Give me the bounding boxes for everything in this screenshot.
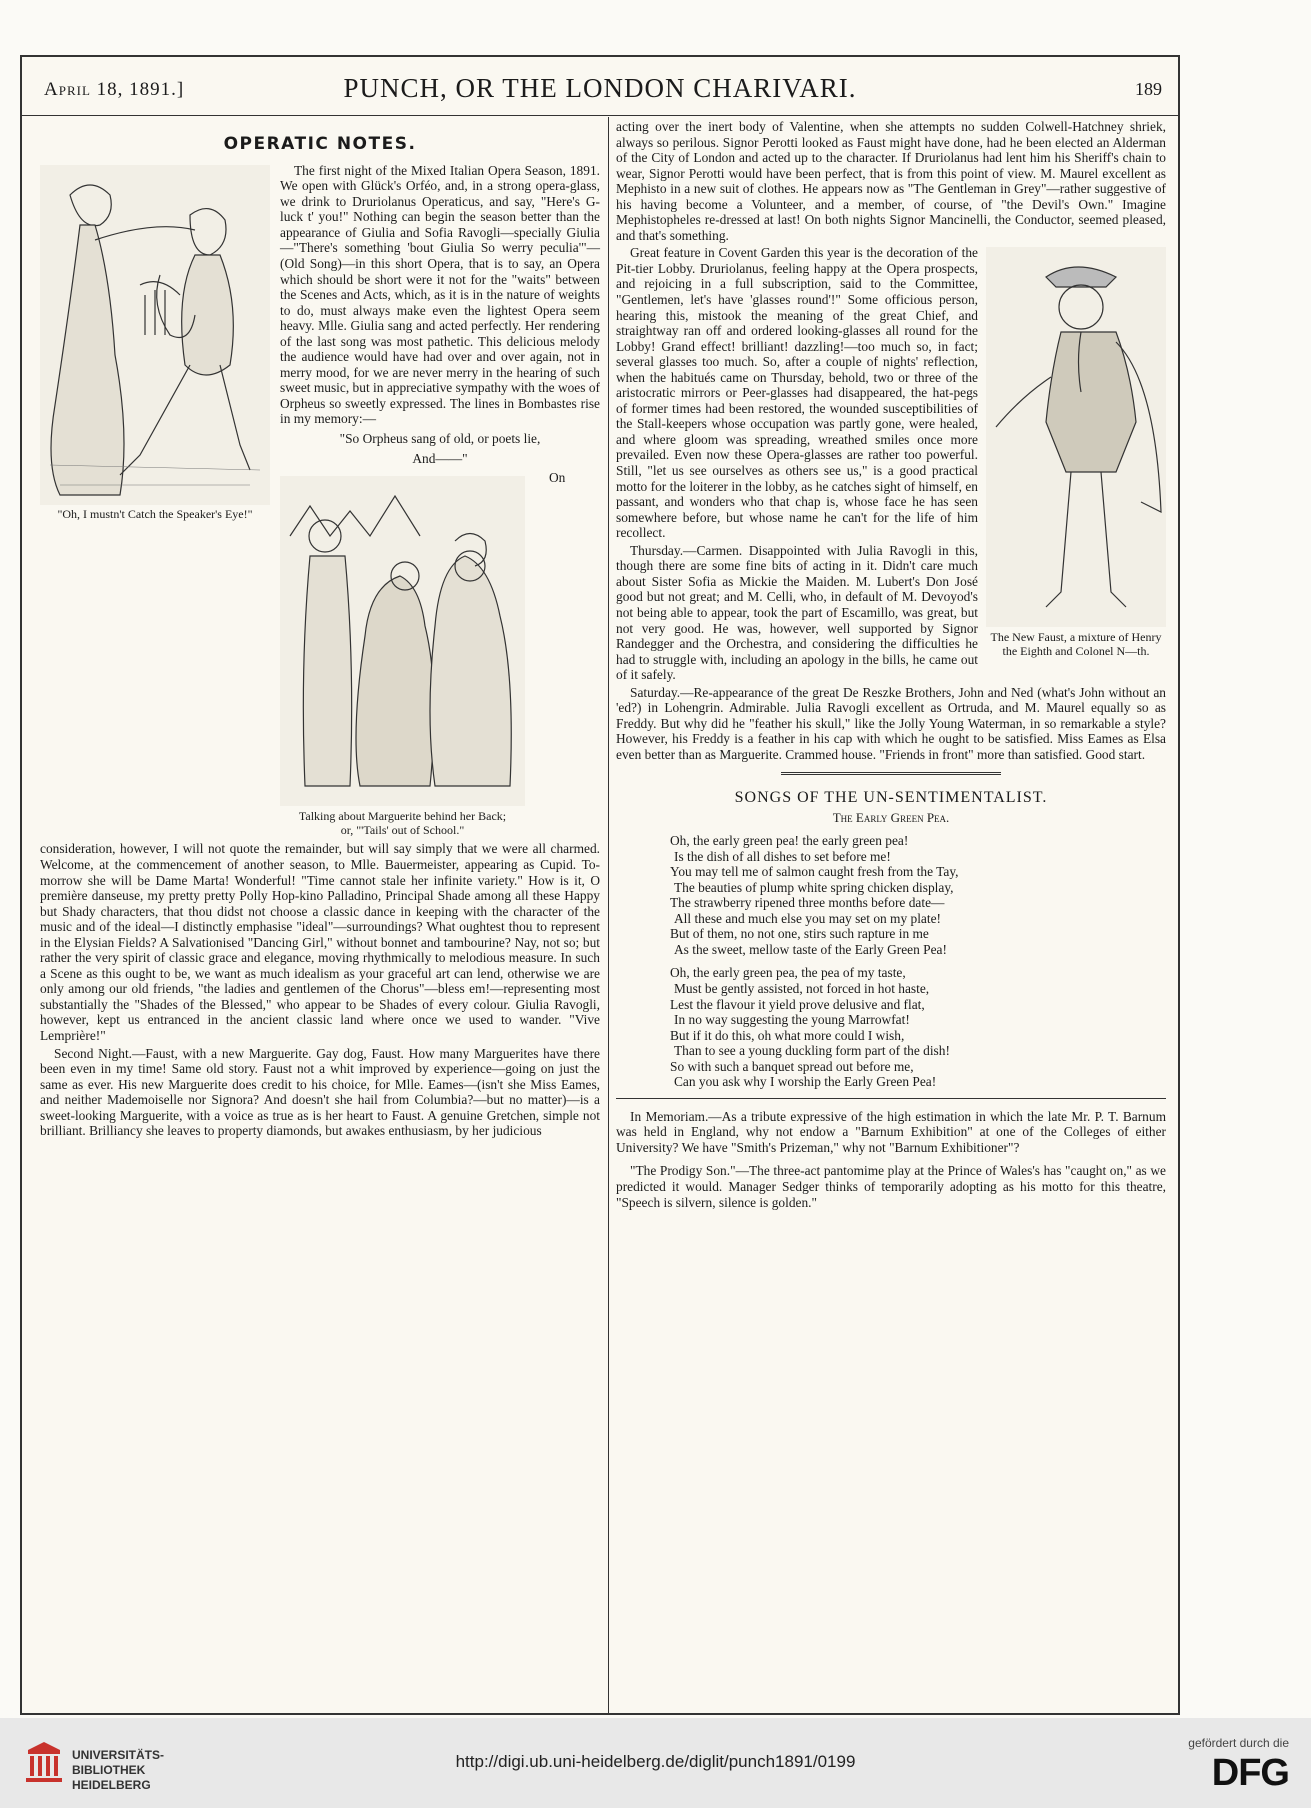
article-paragraph: "The Prodigy Son."—The three-act pantomime play at the Prince of Wales's has "caught on," as we predicted it would. Manager Sedger thinks of temporarily adopting as his motto for this theatre, "Speech is silvern, silence is golden." [616, 1163, 1166, 1210]
verse-line: Oh, the early green pea! the early green pea! [670, 833, 909, 849]
verse-line: Must be gently assisted, not forced in hot haste, [674, 980, 930, 996]
marguerite-illustration [280, 476, 525, 837]
article-paragraph: On consideration, however, I will not quote the remainder, but will say simply that we were all charmed. Welcome, at the commencement of another season, to Mlle. Bauermeister, appearing as Cupid. To-morrow she will be Dame Marta! Wonderful! "Time cannot stale her infinite variety." How is it, O première danseuse, my pretty pretty Polly Hop-kino Palladino, Principal Shade among all these Happy but Shady characters, that thou didst not choose a classic dance in keeping with the character of the music and of the ideal—I distinctly emphasise "ideal"—surroundings? What oughtest thou to represent in the Elysian Fields? A Salvationised "Dancing Girl," without bonnet and tambourine? Nay, not so; but rather the very spirit of classic grace and elegance, moving rhythmically to melodious measure. In such a Scene as this ought to be, we want as much idealism as your graceful art can lend, otherwise we are only among our old friends, "the ladies and gentlemen of the Chorus"—bless em!—representing most substantially the "Shades of the Blessed," who appear to be Shades of every colour. Giulia Ravogli, however, kept us entranced in the ancient classic land where once we used to wander. "Vive Lemprière!" [40, 470, 600, 1044]
issue-date: April 18, 1891.] [44, 79, 185, 100]
section-rule [781, 772, 1001, 775]
article-paragraph: In Memoriam.—As a tribute expressive of the high estimation in which the late Mr. P. T. Barnum was held in England, why not endow a "Barnum Exhibition" at one of the Colleges of either University? We have "Smith's Prizeman," why not "Barnum Exhibitioner"? [616, 1108, 1166, 1155]
illustration-caption: The New Faust, a mixture of Henry the Eighth and Colonel N—th. [990, 629, 1162, 658]
page-number: 189 [1135, 79, 1162, 99]
verse-line: In no way suggesting the young Marrowfat! [674, 1012, 910, 1028]
gossip-engraving-icon [280, 476, 525, 806]
illustration-caption: "Oh, I mustn't Catch the Speaker's Eye!" [57, 507, 253, 522]
article-paragraph: Second Night.—Faust, with a new Marguerite. Gay dog, Faust. How many Marguerites have there been even in my time! Same old story. Faust not a whit improved by experience—going on just the same as ever. His new Marguerite does credit to his choice, for Mlle. Eames—(isn't she Miss Eames, and neither Mademoiselle nor Signora? And doesn't she hail from Columbia?—but no matter)—is a sweet-looking Marguerite, with a voice as true as is her heart to Faust. A genuine Gretchen, simple not brilliant. Brilliancy she leaves to property diamonds, but awakes enthusiasm, by her judicious [40, 1045, 600, 1139]
verse-line: Can you ask why I worship the Early Green Pea! [674, 1074, 937, 1090]
article-paragraph: Thursday.—Carmen. Disappointed with Julia Ravogli in this, though there are some fine bits of acting in it. Didn't care much about Sister Sofia as Mickie the Maiden. M. Lubert's Don José good but not great; and M. Celli, who, in default of M. Devoyod's not being able to appear, took the part of Escamillo, was great, but not very good. He was, however, well supported by Signor Randegger and the Orchestra, and considering the difficulties he had to struggle with, including an apology in the bills, he came out of it safely. [616, 542, 978, 683]
section-title: OPERATIC NOTES. [223, 134, 417, 154]
verse-line: But of them, no not one, stirs such rapture in me [670, 926, 929, 942]
verse-line: You may tell me of salmon caught fresh from the Tay, [670, 864, 959, 880]
verse-line: The beauties of plump white spring chicken display, [674, 879, 954, 895]
column-divider [608, 117, 609, 1713]
library-name-line: UNIVERSITÄTS- [72, 1748, 165, 1762]
orpheus-illustration [40, 165, 270, 522]
dfg-logo: DFG [1211, 1752, 1289, 1794]
verse-line: Oh, the early green pea, the pea of my taste, [670, 965, 906, 981]
illustration-caption: Talking about Marguerite behind her Back; [298, 808, 507, 823]
verse-line: Is the dish of all dishes to set before me! [674, 848, 891, 864]
digitization-footer [0, 1718, 1311, 1808]
song-title: SONGS OF THE UN-SENTIMENTALIST. [734, 789, 1048, 807]
masthead-title: PUNCH, OR THE LONDON CHARIVARI. [343, 73, 857, 103]
library-name-line: HEIDELBERG [72, 1778, 151, 1792]
illustration-caption: or, "'Tails' out of School." [340, 822, 465, 837]
verse-line: The strawberry ripened three months before date— [670, 895, 945, 911]
song-subtitle: The Early Green Pea. [832, 809, 950, 825]
section-rule [616, 1098, 1166, 1099]
article-paragraph: The first night of the Mixed Italian Opera Season, 1891. We open with Glück's Orféo, and, in a strong opera-glass, we drink to Druriolanus Operaticus, and say, "Here's G-luck t' you!" Nothing can begin the season better than the appearance of Giulia and Sofia Ravogli—specially Giulia—"There's something 'bout Giulia So werry peculia'"—(Old Song)—in this short Opera, that is to say, an Opera which should be short were it not for the "waits" between the Scenes and Acts, which, as it is in the nature of weights to do, must always make even the lightest Opera seem heavy. Mlle. Giulia sang and acted perfectly. Her rendering of the last song was most pathetic. This delicious melody the audience would have had over and over again, not in merry mood, for we are never merry in the hearing of such sweet music, but in appreciative sympathy with the woes of Orpheus so sweetly expressed. The lines in Bombastes rise in my memory:— [280, 162, 600, 427]
song-stanza [670, 833, 1166, 957]
article-paragraph: acting over the inert body of Valentine, when she attempts no sudden Colwell-Hatchney shriek, always so perilous. Signor Perotti looked as Faust might have done, had he been elected an Alderman of the City of London and acted up to the character. If Druriolanus had lent him his Sheriff's chain to wear, Signor Perotti would have been perfect, that is from this point of view. M. Maurel excellent as Mephisto in a new suit of clothes. He appears now as "The Gentleman in Grey"—rather suggestive of his having become a Volunteer, and a member, of course, of "the Devil's Own." Imagine Mephistopheles re-dressed at last! On both nights Signor Mancinelli, the Conductor, seemed pleased, and that's something. [616, 119, 1166, 243]
verse-line: Than to see a young duckling form part of the dish! [674, 1043, 950, 1059]
verse-quote-line: And——" [412, 450, 468, 466]
right-column [616, 119, 1166, 1212]
song-stanza [670, 965, 1166, 1089]
verse-line: So with such a banquet spread out before me, [670, 1058, 914, 1074]
library-name-line: BIBLIOTHEK [72, 1763, 146, 1777]
verse-line: As the sweet, mellow taste of the Early Green Pea! [674, 941, 947, 957]
verse-quote-line: "So Orpheus sang of old, or poets lie, [339, 431, 541, 447]
source-url-link[interactable]: http://digi.ub.uni-heidelberg.de/diglit/punch1891/0199 [455, 1752, 856, 1771]
article-paragraph: Great feature in Covent Garden this year is the decoration of the Pit-tier Lobby. Druriolanus, feeling happy at the Opera prospects, and rejoicing in a full subscription, said to the Committee, "Gentlemen, let's have 'glasses round'!" Some officious person, hearing this, mistook the meaning of the great Chief, and straightway ran off and ordered looking-glasses all round for the Lobby! Grand effect! brilliant! dazzling!—too much so, in fact; several glasses too much. So, after a couple of nights' reflection, when the habitués came on Thursday, behold, two or three of the aristocratic mirrors or Peer-glasses had disappeared, the hat-pegs of former times had been restored, the wounded susceptibilities of the Stall-keepers whose occupation was partly gone, were healed, and where gloom was spreading, wreathed smiles once more prevailed. Even now these Opera-glasses are rather too powerful. Still, "let us see ourselves as others see us," is a good practical motto for the loiterer in the lobby, as he catches sight of himself, en passant, and wonders who that chap is, whose face he has seen somewhere before, but whose name he can't for the life of him recollect. [616, 245, 978, 541]
faust-illustration [986, 247, 1166, 658]
orpheus-engraving-icon [40, 165, 270, 505]
left-column [40, 119, 600, 1141]
newspaper-page [20, 55, 1180, 1715]
verse-line: All these and much else you may set on my plate! [674, 910, 942, 926]
page-header [22, 57, 1178, 116]
verse-line: Lest the flavour it yield prove delusive and flat, [670, 996, 925, 1012]
verse-line: But if it do this, oh what more could I wish, [670, 1027, 905, 1043]
article-paragraph: Saturday.—Re-appearance of the great De Reszke Brothers, John and Ned (what's John without an 'ed?) in Lohengrin. Admirable. Julia Ravogli excellent as Ortruda, and M. Maurel equally so as Freddy. But why did he "feather his skull," like the Jolly Young Waterman, in so remarkable a style? However, his Freddy is a feather in his cap with which he ought to be satisfied. Miss Eames as Elsa even better than as Marguerite. Crammed house. "Friends in front" more than satisfied. Good start. [616, 684, 1166, 762]
funding-note: gefördert durch die [1188, 1736, 1289, 1750]
faust-engraving-icon [986, 247, 1166, 627]
